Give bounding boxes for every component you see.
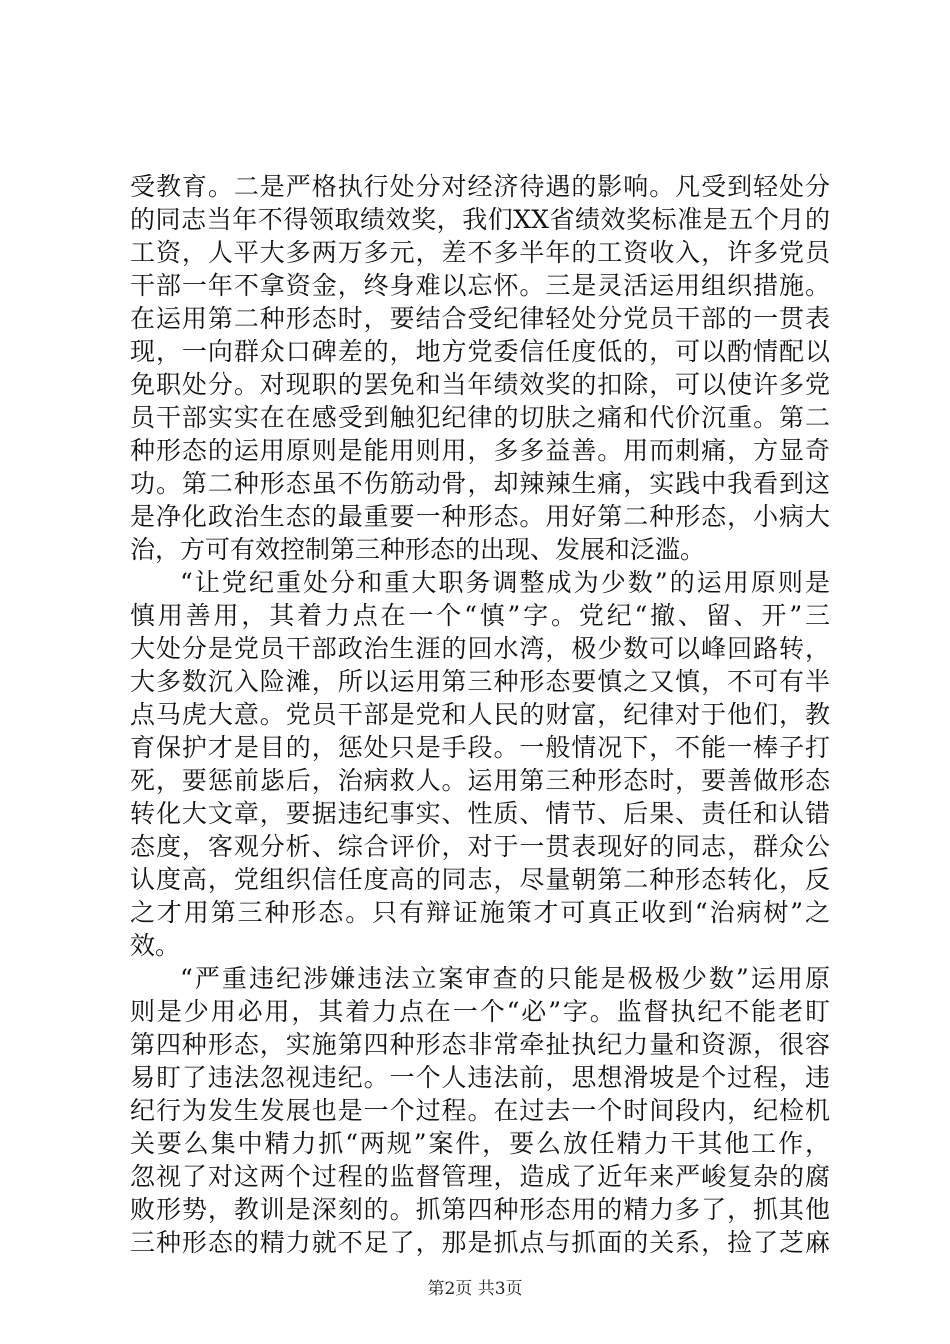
text-line: 员干部实实在在感受到触犯纪律的切肤之痛和代价沉重。第二 xyxy=(130,403,830,432)
body-text xyxy=(130,170,830,1259)
text-line: 纪行为发生发展也是一个过程。在过去一个时间段内，纪检机 xyxy=(130,1096,830,1125)
text-line: 之才用第三种形态。只有辩证施策才可真正收到“治病树”之 xyxy=(130,898,830,927)
text-line: 忽视了对这两个过程的监督管理，造成了近年来严峻复杂的腐 xyxy=(130,1162,830,1191)
paragraph-start-line: “让党纪重处分和重大职务调整成为少数”的运用原则是 xyxy=(180,568,830,597)
text-line: 的同志当年不得领取绩效奖，我们XX省绩效奖标准是五个月的 xyxy=(130,205,830,234)
text-line: 治，方可有效控制第三种形态的出现、发展和泛滥。 xyxy=(130,535,706,564)
text-line: 第四种形态，实施第四种形态非常牵扯执纪力量和资源，很容 xyxy=(130,1030,830,1059)
text-line: 态度，客观分析、综合评价，对于一贯表现好的同志，群众公 xyxy=(130,832,830,861)
text-line: 免职处分。对现职的罢免和当年绩效奖的扣除，可以使许多党 xyxy=(130,370,830,399)
text-line: 死，要惩前毖后，治病救人。运用第三种形态时，要善做形态 xyxy=(130,766,830,795)
text-line: 大处分是党员干部政治生涯的回水湾，极少数可以峰回路转， xyxy=(130,634,830,663)
text-line: 败形势，教训是深刻的。抓第四种形态用的精力多了，抓其他 xyxy=(130,1195,830,1224)
text-line: 工资，人平大多两万多元，差不多半年的工资收入，许多党员 xyxy=(130,238,830,267)
text-line: 关要么集中精力抓“两规”案件，要么放任精力干其他工作， xyxy=(130,1129,830,1158)
text-line: 是净化政治生态的最重要一种形态。用好第二种形态，小病大 xyxy=(130,502,830,531)
text-line: 功。第二种形态虽不伤筋动骨，却辣辣生痛，实践中我看到这 xyxy=(130,469,830,498)
paragraph-start-line: “严重违纪涉嫌违法立案审查的只能是极极少数”运用原 xyxy=(180,964,830,993)
text-line: 受教育。二是严格执行处分对经济待遇的影响。凡受到轻处分 xyxy=(130,172,830,201)
text-line: 则是少用必用，其着力点在一个“必”字。监督执纪不能老盯 xyxy=(130,997,830,1026)
text-line: 在运用第二种形态时，要结合受纪律轻处分党员干部的一贯表 xyxy=(130,304,830,333)
text-line: 认度高，党组织信任度高的同志，尽量朝第二种形态转化，反 xyxy=(130,865,830,894)
text-line: 干部一年不拿资金，终身难以忘怀。三是灵活运用组织措施。 xyxy=(130,271,830,300)
text-line: 易盯了违法忽视违纪。一个人违法前，思想滑坡是个过程，违 xyxy=(130,1063,830,1092)
text-line: 大多数沉入险滩，所以运用第三种形态要慎之又慎，不可有半 xyxy=(130,667,830,696)
text-line: 转化大文章，要据违纪事实、性质、情节、后果、责任和认错 xyxy=(130,799,830,828)
text-line: 效。 xyxy=(130,931,181,960)
text-line: 慎用善用，其着力点在一个“慎”字。党纪“撤、留、开”三 xyxy=(130,601,830,630)
text-line: 种形态的运用原则是能用则用，多多益善。用而刺痛，方显奇 xyxy=(130,436,830,465)
text-line: 点马虎大意。党员干部是党和人民的财富，纪律对于他们，教 xyxy=(130,700,830,729)
text-line: 现，一向群众口碑差的，地方党委信任度低的，可以酌情配以 xyxy=(130,337,830,366)
text-line: 三种形态的精力就不足了，那是抓点与抓面的关系，捡了芝麻 xyxy=(130,1228,830,1257)
page-number-footer: 第2页 共3页 xyxy=(427,1279,523,1299)
text-line: 育保护才是目的，惩处只是手段。一般情况下，不能一棒子打 xyxy=(130,733,830,762)
